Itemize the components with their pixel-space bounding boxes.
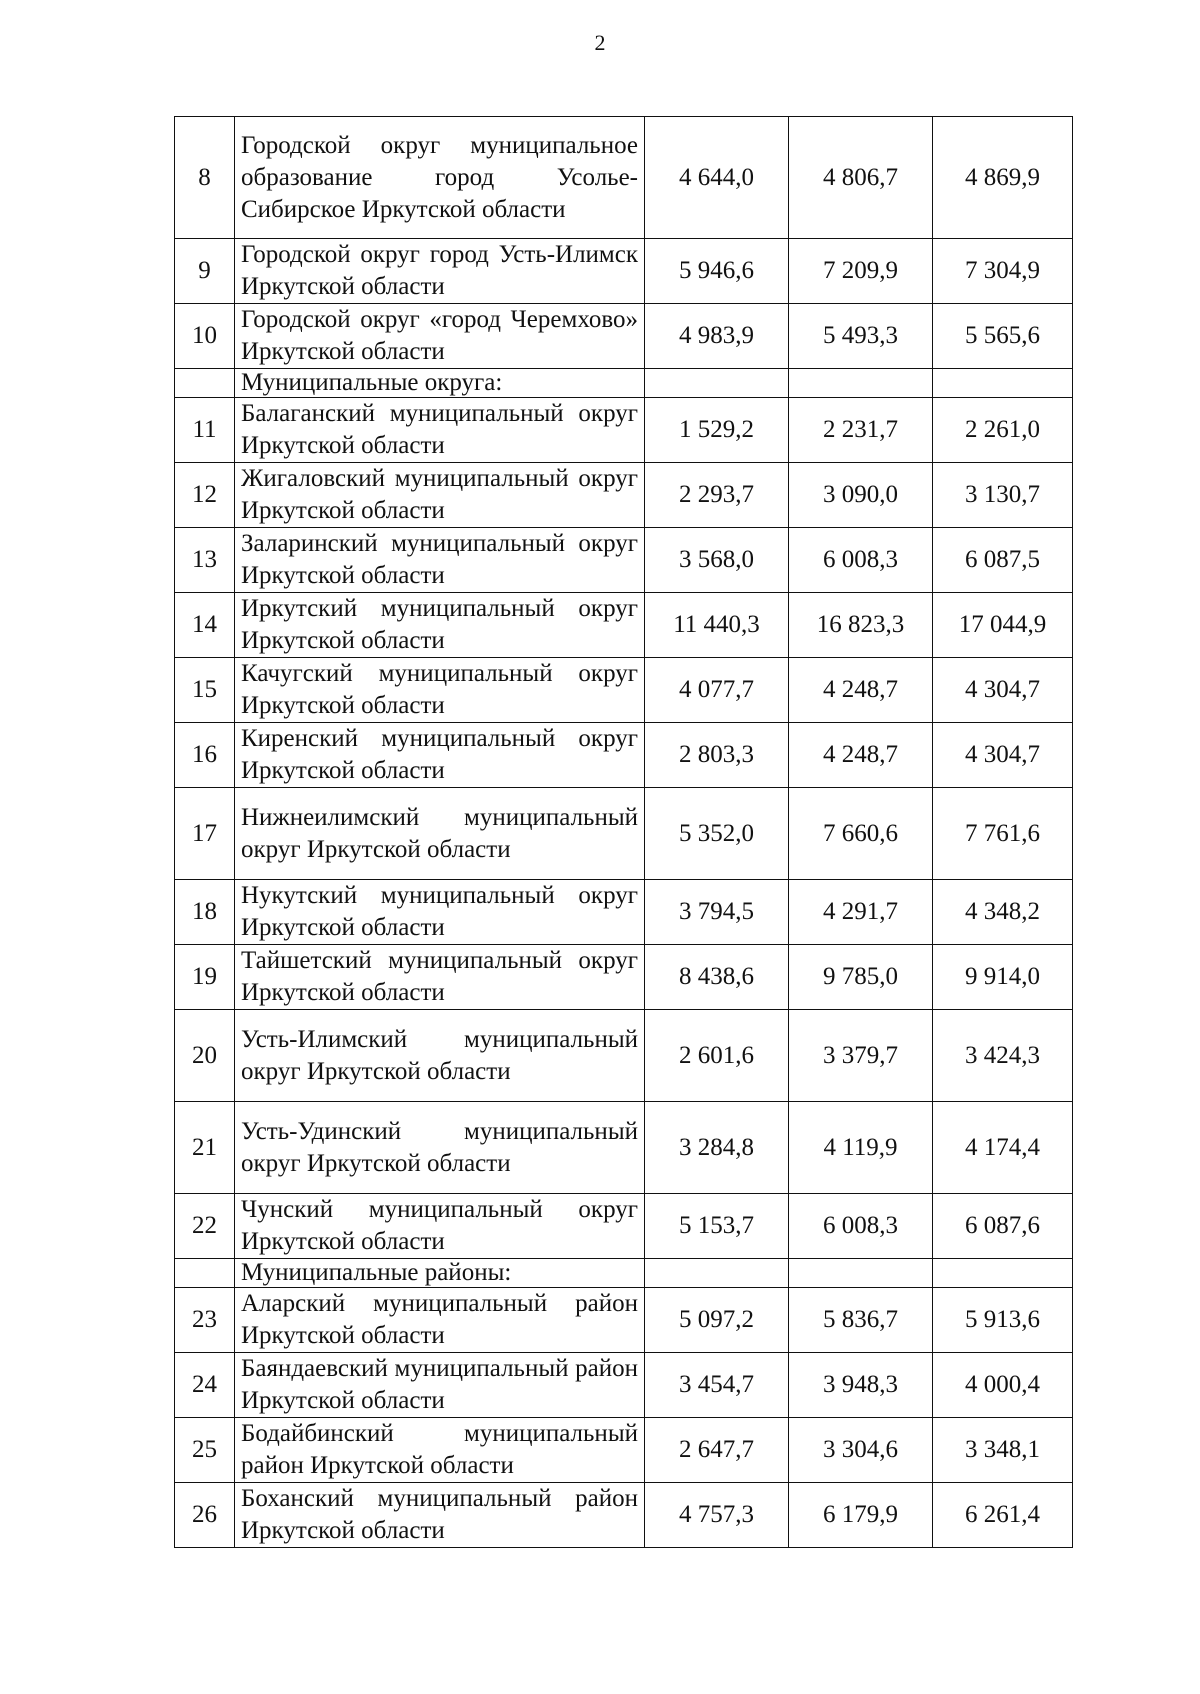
- value-cell-1: 8 438,6: [645, 945, 789, 1010]
- value-cell-2: 6 008,3: [789, 1194, 933, 1259]
- row-number: 24: [175, 1353, 235, 1418]
- value-cell-1: 4 983,9: [645, 304, 789, 369]
- value-cell-3: 3 130,7: [933, 463, 1073, 528]
- row-number: 9: [175, 239, 235, 304]
- value-cell-3: 4 304,7: [933, 658, 1073, 723]
- value-cell-2: 4 248,7: [789, 658, 933, 723]
- municipality-name: Нукутский муниципальный округ Иркутской области: [235, 880, 645, 945]
- page-number: 2: [594, 30, 606, 55]
- budget-table: [174, 116, 1073, 1548]
- value-cell-3: 4 869,9: [933, 117, 1073, 239]
- value-cell-2: 4 291,7: [789, 880, 933, 945]
- row-number: 18: [175, 880, 235, 945]
- table-row: [175, 304, 1073, 369]
- municipality-name: Тайшетский муниципальный округ Иркутской области: [235, 945, 645, 1010]
- value-cell-2: 4 806,7: [789, 117, 933, 239]
- value-cell-2: 2 231,7: [789, 398, 933, 463]
- value-cell-1: 2 293,7: [645, 463, 789, 528]
- municipality-name: Киренский муниципальный округ Иркутской области: [235, 723, 645, 788]
- value-cell-2: 3 948,3: [789, 1353, 933, 1418]
- value-cell-2: 4 119,9: [789, 1102, 933, 1194]
- row-number: 10: [175, 304, 235, 369]
- table-row: [175, 945, 1073, 1010]
- value-cell-2: 3 304,6: [789, 1418, 933, 1483]
- table-row: [175, 1010, 1073, 1102]
- row-number: 20: [175, 1010, 235, 1102]
- value-cell: [933, 1259, 1073, 1288]
- table-row: [175, 1483, 1073, 1548]
- value-cell-3: 6 261,4: [933, 1483, 1073, 1548]
- row-number: 8: [175, 117, 235, 239]
- value-cell-3: 3 348,1: [933, 1418, 1073, 1483]
- row-number-cell: [175, 1259, 235, 1288]
- value-cell-2: 6 179,9: [789, 1483, 933, 1548]
- section-row: [175, 1259, 1073, 1288]
- row-number: 26: [175, 1483, 235, 1548]
- row-number: 21: [175, 1102, 235, 1194]
- municipality-name: Городской округ «город Черемхово» Иркутской области: [235, 304, 645, 369]
- value-cell: [789, 1259, 933, 1288]
- table-row: [175, 880, 1073, 945]
- value-cell-1: 5 153,7: [645, 1194, 789, 1259]
- row-number: 14: [175, 593, 235, 658]
- budget-table-body: [175, 117, 1073, 1548]
- value-cell-1: 3 794,5: [645, 880, 789, 945]
- value-cell-1: 11 440,3: [645, 593, 789, 658]
- value-cell-3: 9 914,0: [933, 945, 1073, 1010]
- row-number: 17: [175, 788, 235, 880]
- value-cell-3: 2 261,0: [933, 398, 1073, 463]
- municipality-name: Бодайбинский муниципальный район Иркутской области: [235, 1418, 645, 1483]
- value-cell-3: 4 174,4: [933, 1102, 1073, 1194]
- value-cell-2: 3 090,0: [789, 463, 933, 528]
- value-cell-1: 4 644,0: [645, 117, 789, 239]
- value-cell-2: 5 493,3: [789, 304, 933, 369]
- table-row: [175, 723, 1073, 788]
- value-cell-2: 3 379,7: [789, 1010, 933, 1102]
- municipality-name: Качугский муниципальный округ Иркутской области: [235, 658, 645, 723]
- value-cell-1: 3 454,7: [645, 1353, 789, 1418]
- table-row: [175, 528, 1073, 593]
- municipality-name: Жигаловский муниципальный округ Иркутской области: [235, 463, 645, 528]
- value-cell-3: 5 913,6: [933, 1288, 1073, 1353]
- table-row: [175, 1353, 1073, 1418]
- value-cell: [933, 369, 1073, 398]
- section-row: [175, 369, 1073, 398]
- municipality-name: Иркутский муниципальный округ Иркутской области: [235, 593, 645, 658]
- table-row: [175, 1288, 1073, 1353]
- row-number: 22: [175, 1194, 235, 1259]
- value-cell-1: 4 757,3: [645, 1483, 789, 1548]
- row-number: 16: [175, 723, 235, 788]
- table-row: [175, 593, 1073, 658]
- municipality-name: Заларинский муниципальный округ Иркутской области: [235, 528, 645, 593]
- value-cell-2: 16 823,3: [789, 593, 933, 658]
- value-cell: [645, 369, 789, 398]
- value-cell-2: 9 785,0: [789, 945, 933, 1010]
- value-cell-1: 5 352,0: [645, 788, 789, 880]
- value-cell: [789, 369, 933, 398]
- municipality-name: Аларский муниципальный район Иркутской области: [235, 1288, 645, 1353]
- section-title: Муниципальные районы:: [235, 1259, 645, 1288]
- value-cell-1: 1 529,2: [645, 398, 789, 463]
- municipality-name: Боханский муниципальный район Иркутской области: [235, 1483, 645, 1548]
- value-cell-1: 2 601,6: [645, 1010, 789, 1102]
- value-cell-1: 2 803,3: [645, 723, 789, 788]
- row-number: 19: [175, 945, 235, 1010]
- row-number: 11: [175, 398, 235, 463]
- row-number: 23: [175, 1288, 235, 1353]
- municipality-name: Нижнеилимский муниципальный округ Иркутской области: [235, 788, 645, 880]
- table-row: [175, 658, 1073, 723]
- municipality-name: Усть-Удинский муниципальный округ Иркутской области: [235, 1102, 645, 1194]
- value-cell-1: 3 568,0: [645, 528, 789, 593]
- value-cell-3: 4 304,7: [933, 723, 1073, 788]
- row-number: 12: [175, 463, 235, 528]
- value-cell-2: 7 660,6: [789, 788, 933, 880]
- municipality-name: Балаганский муниципальный округ Иркутской области: [235, 398, 645, 463]
- value-cell-3: 17 044,9: [933, 593, 1073, 658]
- value-cell-3: 7 304,9: [933, 239, 1073, 304]
- table-row: [175, 239, 1073, 304]
- value-cell-1: 4 077,7: [645, 658, 789, 723]
- value-cell-1: 5 097,2: [645, 1288, 789, 1353]
- value-cell-3: 5 565,6: [933, 304, 1073, 369]
- value-cell-1: 2 647,7: [645, 1418, 789, 1483]
- table-row: [175, 1194, 1073, 1259]
- row-number: 13: [175, 528, 235, 593]
- municipality-name: Городской округ город Усть-Илимск Иркутской области: [235, 239, 645, 304]
- value-cell: [645, 1259, 789, 1288]
- value-cell-2: 6 008,3: [789, 528, 933, 593]
- value-cell-2: 4 248,7: [789, 723, 933, 788]
- value-cell-3: 6 087,5: [933, 528, 1073, 593]
- value-cell-2: 7 209,9: [789, 239, 933, 304]
- value-cell-3: 4 348,2: [933, 880, 1073, 945]
- table-row: [175, 1418, 1073, 1483]
- table-row: [175, 117, 1073, 239]
- value-cell-2: 5 836,7: [789, 1288, 933, 1353]
- table-row: [175, 1102, 1073, 1194]
- row-number: 25: [175, 1418, 235, 1483]
- value-cell-3: 7 761,6: [933, 788, 1073, 880]
- value-cell-3: 4 000,4: [933, 1353, 1073, 1418]
- row-number-cell: [175, 369, 235, 398]
- table-row: [175, 463, 1073, 528]
- municipality-name: Усть-Илимский муниципальный округ Иркутской области: [235, 1010, 645, 1102]
- value-cell-1: 3 284,8: [645, 1102, 789, 1194]
- value-cell-3: 6 087,6: [933, 1194, 1073, 1259]
- table-row: [175, 398, 1073, 463]
- value-cell-1: 5 946,6: [645, 239, 789, 304]
- municipality-name: Чунский муниципальный округ Иркутской области: [235, 1194, 645, 1259]
- municipality-name: Городской округ муниципальное образование город Усолье-Сибирское Иркутской области: [235, 117, 645, 239]
- municipality-name: Баяндаевский муниципальный район Иркутской области: [235, 1353, 645, 1418]
- section-title: Муниципальные округа:: [235, 369, 645, 398]
- row-number: 15: [175, 658, 235, 723]
- value-cell-3: 3 424,3: [933, 1010, 1073, 1102]
- table-row: [175, 788, 1073, 880]
